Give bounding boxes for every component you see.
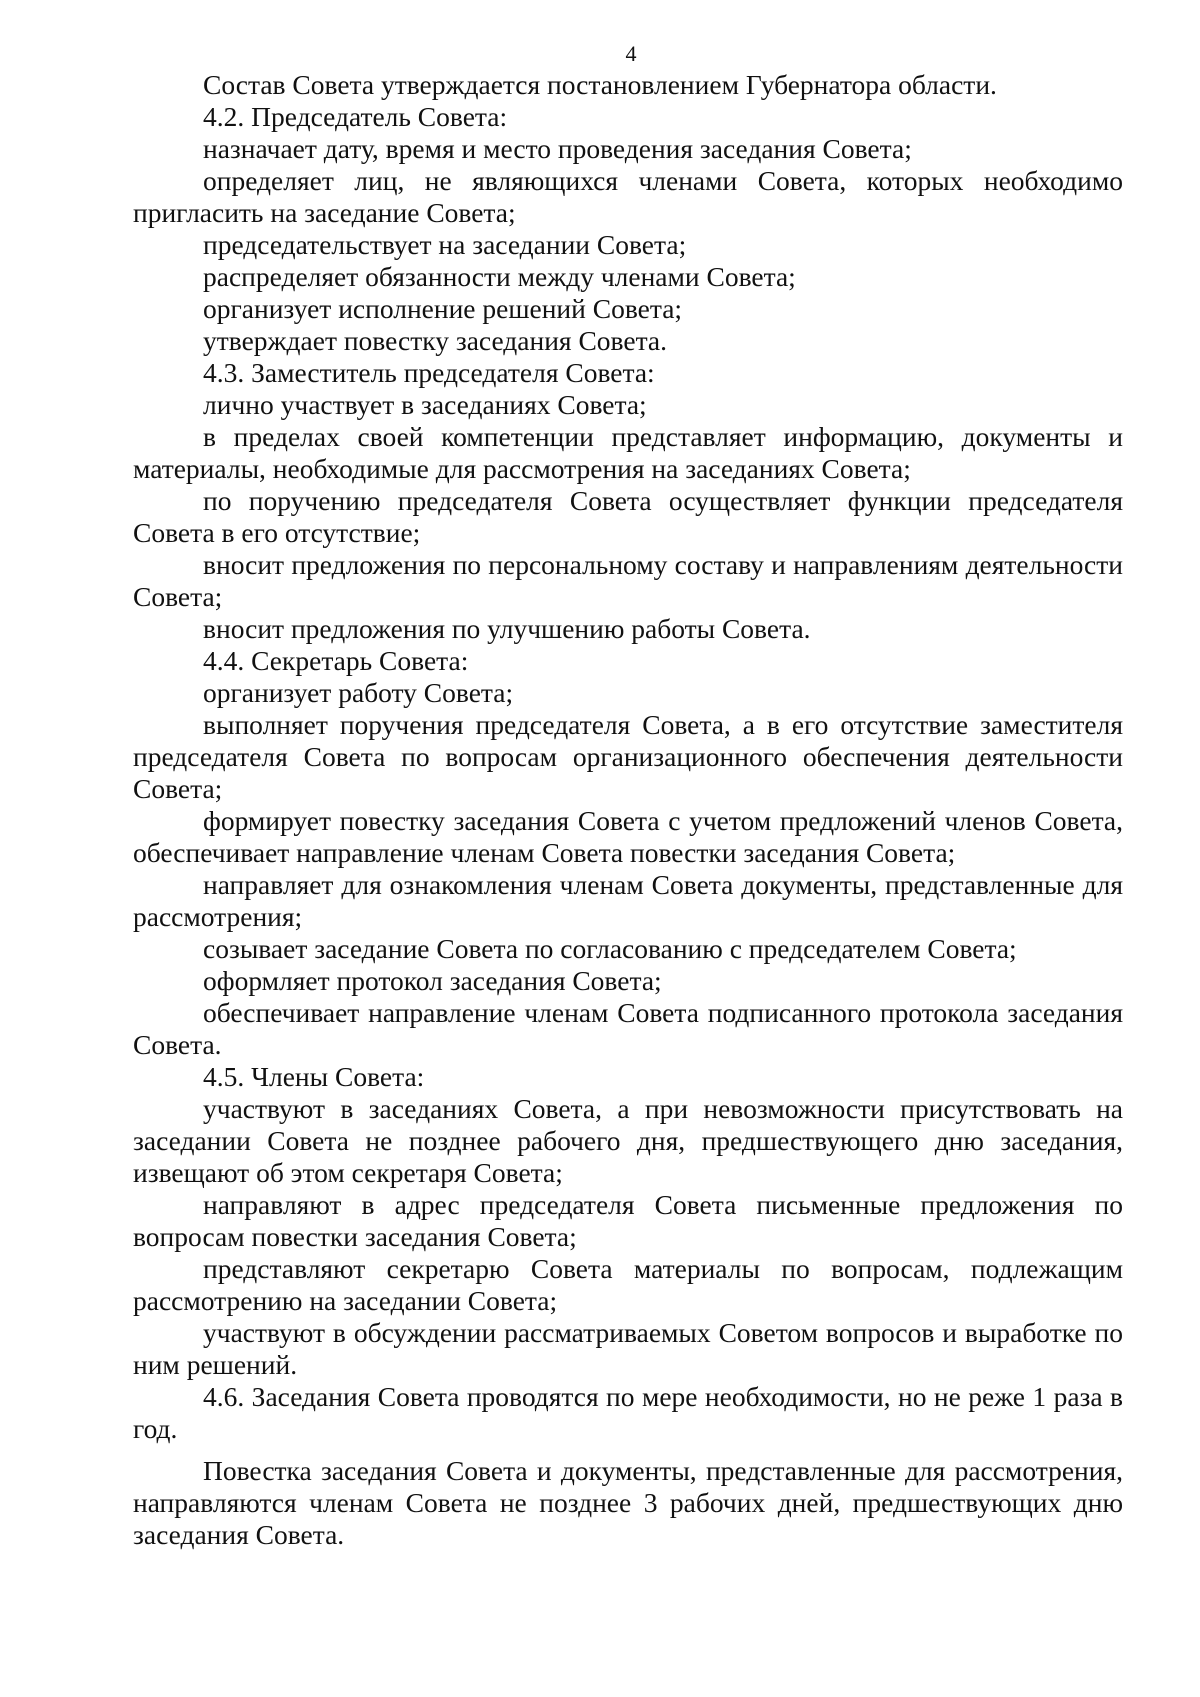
paragraph: направляет для ознакомления членам Совета документы, представленные для рассмотрения; [133,869,1123,932]
paragraph: лично участвует в заседаниях Совета; [203,389,647,420]
paragraph: формирует повестку заседания Совета с учетом предложений членов Совета, обеспечивает направление членам Совета повестки заседания Совета; [133,805,1123,868]
paragraph: участвуют в обсуждении рассматриваемых Советом вопросов и выработке по ним решений. [133,1317,1123,1380]
paragraph: утверждает повестку заседания Совета. [203,325,668,356]
paragraph: направляют в адрес председателя Совета письменные предложения по вопросам повестки заседания Совета; [133,1189,1123,1252]
paragraph: оформляет протокол заседания Совета; [203,965,662,996]
section-heading-4-6: 4.6. Заседания Совета проводятся по мере необходимости, но не реже 1 раза в год. [133,1381,1123,1444]
paragraph: распределяет обязанности между членами Совета; [203,261,796,292]
paragraph: назначает дату, время и место проведения заседания Совета; [203,133,912,164]
paragraph: представляют секретарю Совета материалы по вопросам, подлежащим рассмотрению на заседании Совета; [133,1253,1123,1316]
paragraph-council-composition: Состав Совета утверждается постановлением Губернатора области. [203,69,997,100]
paragraph: вносит предложения по улучшению работы Совета. [203,613,811,644]
paragraph: по поручению председателя Совета осуществляет функции председателя Совета в его отсутствие; [133,485,1123,548]
paragraph: созывает заседание Совета по согласованию с председателем Совета; [203,933,1017,964]
document-body [133,69,1123,1551]
section-heading-4-4: 4.4. Секретарь Совета: [203,645,469,676]
paragraph: определяет лиц, не являющихся членами Совета, которых необходимо пригласить на заседание Совета; [133,165,1123,228]
section-heading-4-5: 4.5. Члены Совета: [203,1061,425,1092]
paragraph: в пределах своей компетенции представляет информацию, документы и материалы, необходимые для рассмотрения на заседаниях Совета; [133,421,1123,484]
paragraph-agenda-delivery: Повестка заседания Совета и документы, представленные для рассмотрения, направляются членам Совета не позднее 3 рабочих дней, предшествующих дню заседания Совета. [133,1455,1123,1550]
paragraph: участвуют в заседаниях Совета, а при невозможности присутствовать на заседании Совета не позднее рабочего дня, предшествующего дню заседания, извещают об этом секретаря Совета; [133,1093,1123,1188]
paragraph: организует работу Совета; [203,677,514,708]
page-number: 4 [625,41,637,66]
paragraph: организует исполнение решений Совета; [203,293,683,324]
section-heading-4-3: 4.3. Заместитель председателя Совета: [203,357,655,388]
paragraph: председательствует на заседании Совета; [203,229,687,260]
paragraph: обеспечивает направление членам Совета подписанного протокола заседания Совета. [133,997,1123,1060]
paragraph: выполняет поручения председателя Совета, а в его отсутствие заместителя председателя Совета по вопросам организационного обеспечения деятельности Совета; [133,709,1123,804]
paragraph: вносит предложения по персональному составу и направлениям деятельности Совета; [133,549,1123,612]
section-heading-4-2: 4.2. Председатель Совета: [203,101,508,132]
